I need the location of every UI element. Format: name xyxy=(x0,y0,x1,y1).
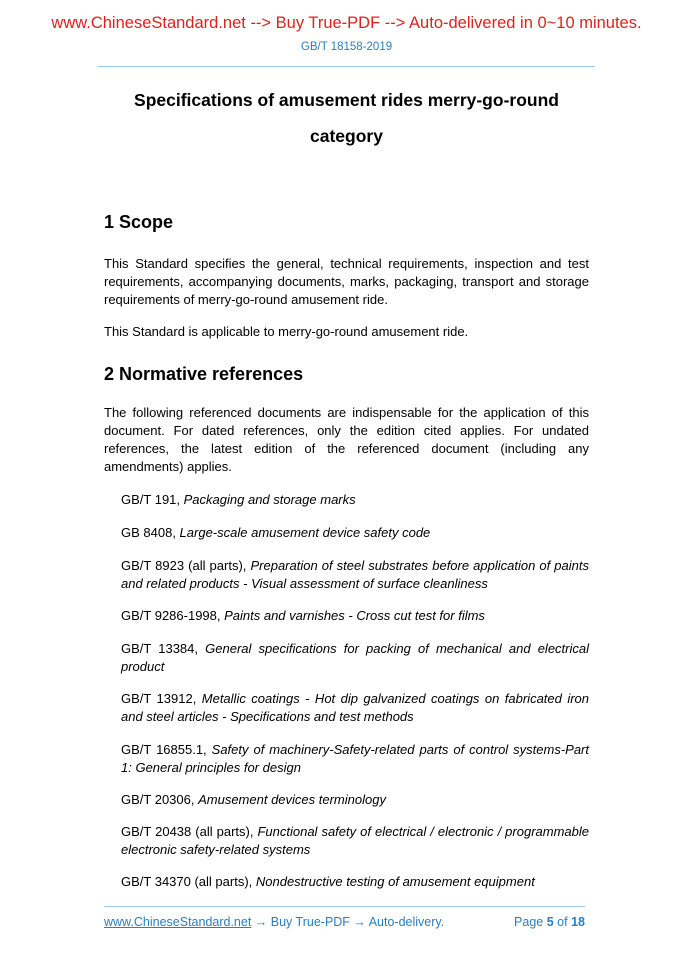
promo-banner: www.ChineseStandard.net --> Buy True-PDF --> Auto-delivered in 0~10 minutes. xyxy=(51,14,642,32)
reference-item: GB/T 34370 (all parts), Nondestructive testing of amusement equipment xyxy=(121,874,535,889)
page-number: Page 5 of 18 xyxy=(514,915,585,929)
document-id: GB/T 18158-2019 xyxy=(300,41,393,53)
reference-item: GB/T 16855.1, Safety of machinery-Safety-related parts of control systems-Part 1: General principles for design xyxy=(121,742,589,775)
reference-item: GB/T 8923 (all parts), Preparation of steel substrates before application of paints and related products - Visual assessment of surface cleanliness xyxy=(121,558,589,591)
reference-item: GB/T 20306, Amusement devices terminology xyxy=(121,792,386,807)
references-intro: The following referenced documents are indispensable for the application of this document. For dated references, only the edition cited applies. For undated references, the latest edition of the referenced document (including any amendments) applies. xyxy=(104,405,589,474)
footer-divider xyxy=(104,906,585,907)
reference-item: GB/T 20438 (all parts), Functional safety of electrical / electronic / programmable electronic safety-related systems xyxy=(121,824,590,857)
reference-item: GB/T 191, Packaging and storage marks xyxy=(121,492,356,507)
section-heading-normative-references: 2 Normative references xyxy=(104,364,304,384)
title-line-2: category xyxy=(310,126,383,146)
scope-paragraph-1: This Standard specifies the general, technical requirements, inspection and test requirements, accompanying documents, marks, packaging, transport and storage requirements of merry-go-round amusement ride. xyxy=(104,256,589,307)
title-line-1: Specifications of amusement rides merry-go-round xyxy=(134,90,559,110)
reference-item: GB 8408, Large-scale amusement device safety code xyxy=(121,525,431,540)
header-divider xyxy=(98,66,595,67)
section-heading-scope: 1 Scope xyxy=(104,212,174,232)
page-title xyxy=(104,82,589,154)
scope-paragraph-2: This Standard is applicable to merry-go-round amusement ride. xyxy=(104,324,469,339)
footer-text: → Buy True-PDF → Auto-delivery. xyxy=(251,915,445,929)
footer xyxy=(104,915,585,929)
reference-item: GB/T 13912, Metallic coatings - Hot dip galvanized coatings on fabricated iron and steel articles - Specifications and test methods xyxy=(121,691,589,724)
reference-item: GB/T 13384, General specifications for packing of mechanical and electrical product xyxy=(121,641,589,674)
reference-item: GB/T 9286-1998, Paints and varnishes - Cross cut test for films xyxy=(121,608,485,623)
footer-link[interactable]: www.ChineseStandard.net xyxy=(104,915,252,929)
